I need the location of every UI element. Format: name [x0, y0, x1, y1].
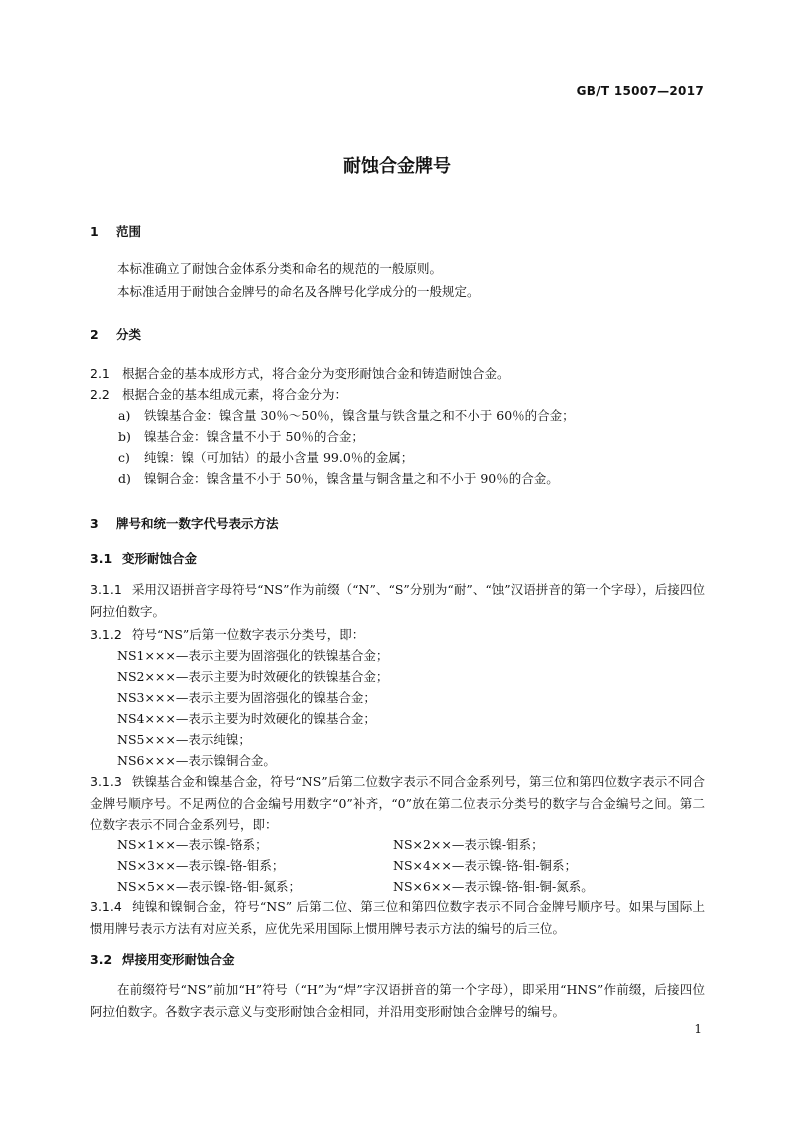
list-item: NS2×××—表示主要为时效硬化的铁镍基合金；: [117, 669, 389, 684]
list-item-text: 镍基合金：镍含量不小于 50％的合金；: [144, 429, 364, 444]
section-number: 1: [90, 224, 99, 239]
document-title: 耐蚀合金牌号: [343, 156, 451, 177]
section-1-heading: [90, 222, 141, 240]
list-marker: d): [118, 471, 131, 486]
series-item: NS×4××—表示镍-铬-钼-铜系；: [393, 858, 578, 873]
clause-text: 根据合金的基本成形方式，将合金分为变形耐蚀合金和铸造耐蚀合金。: [122, 366, 510, 381]
section-title: 焊接用变形耐蚀合金: [122, 952, 235, 967]
list-item: NS5×××—表示纯镍；: [117, 732, 251, 747]
list-item: [118, 405, 575, 426]
list-item: NS3×××—表示主要为固溶强化的镍基合金；: [117, 690, 376, 705]
subsection-3-1-heading: [90, 549, 197, 567]
clause-text: 符号“NS”后第一位数字表示分类号，即：: [132, 627, 365, 642]
list-item: [118, 426, 364, 447]
clause-text: 纯镍和镍铜合金，符号“NS” 后第二位、第三位和第四位数字表示不同合金牌号顺序号。如果与国际上惯用牌号表示方法有对应关系，应优先采用国际上惯用牌号表示方法的编号的后三位。: [90, 899, 705, 936]
list-item: NS4×××—表示主要为时效硬化的镍基合金；: [117, 711, 376, 726]
series-item: NS×1××—表示镍-铬系；: [117, 837, 268, 852]
list-marker: c): [118, 450, 130, 465]
section-title: 牌号和统一数字代号表示方法: [116, 516, 279, 531]
clause-number: 3.1.3: [90, 774, 122, 789]
section-title: 范围: [116, 224, 142, 239]
section-number: 2: [90, 327, 99, 342]
paragraph: 本标准适用于耐蚀合金牌号的命名及各牌号化学成分的一般规定。: [117, 284, 480, 299]
clause-number: 2.2: [90, 387, 110, 402]
list-item-text: 纯镍：镍（可加钴）的最小含量 99.0％的金属；: [144, 450, 414, 465]
list-item-text: 铁镍基合金：镍含量 30％～50％，镍含量与铁含量之和不小于 60％的合金；: [144, 408, 575, 423]
clause-2-1: [90, 363, 510, 384]
page-number: 1: [694, 1022, 702, 1036]
list-marker: b): [118, 429, 131, 444]
series-item: NS×2××—表示镍-钼系；: [393, 837, 544, 852]
section-number: 3.2: [90, 952, 113, 967]
list-marker: a): [118, 408, 131, 423]
list-item-text: 镍铜合金：镍含量不小于 50％，镍含量与铜含量之和不小于 90％的合金。: [144, 471, 559, 486]
clause-text: 铁镍基合金和镍基合金，符号“NS”后第二位数字表示不同合金系列号，第三位和第四位数字表示不同合金牌号顺序号。不足两位的合金编号用数字“0”补齐，“0”放在第二位表示分类号的数字与合金编号之间。第二位数字表示不同合金系列号，即：: [90, 774, 705, 832]
section-2-heading: [90, 325, 141, 343]
section-title: 分类: [116, 327, 142, 342]
list-item: [118, 468, 559, 489]
clause-text: 根据合金的基本组成元素，将合金分为：: [122, 387, 348, 402]
clause-number: 2.1: [90, 366, 110, 381]
clause-number: 3.1.4: [90, 899, 122, 914]
list-item: NS6×××—表示镍铜合金。: [117, 753, 276, 768]
clause-number: 3.1.1: [90, 582, 122, 597]
paragraph: 本标准确立了耐蚀合金体系分类和命名的规范的一般原则。: [117, 261, 443, 276]
paragraph: 在前缀符号“NS”前加“H”符号（“H”为“焊”字汉语拼音的第一个字母），即采用“HNS”作前缀，后接四位阿拉伯数字。各数字表示意义与变形耐蚀合金相同，并沿用变形耐蚀合金牌号的编号。: [90, 982, 705, 1019]
series-item: NS×5××—表示镍-铬-钼-氮系；: [117, 879, 302, 894]
clause-text: 采用汉语拼音字母符号“NS”作为前缀（“N”、“S”分别为“耐”、“蚀”汉语拼音的第一个字母），后接四位阿拉伯数字。: [90, 582, 705, 619]
section-number: 3.1: [90, 551, 113, 566]
section-title: 变形耐蚀合金: [122, 551, 198, 566]
subsection-3-2-heading: [90, 950, 235, 968]
section-number: 3: [90, 516, 99, 531]
series-item: NS×3××—表示镍-铬-钼系；: [117, 858, 285, 873]
list-item: NS1×××—表示主要为固溶强化的铁镍基合金；: [117, 648, 389, 663]
clause-3-1-1: [90, 579, 705, 622]
standard-code: GB/T 15007—2017: [576, 84, 704, 98]
clause-number: 3.1.2: [90, 627, 122, 642]
clause-3-1-3: [90, 771, 705, 836]
section-3-heading: [90, 514, 279, 532]
clause-3-1-2: [90, 624, 364, 645]
clause-3-1-4: [90, 896, 705, 939]
clause-2-2: [90, 384, 347, 405]
series-item: NS×6××—表示镍-铬-钼-铜-氮系。: [393, 879, 594, 894]
list-item: [118, 447, 413, 468]
